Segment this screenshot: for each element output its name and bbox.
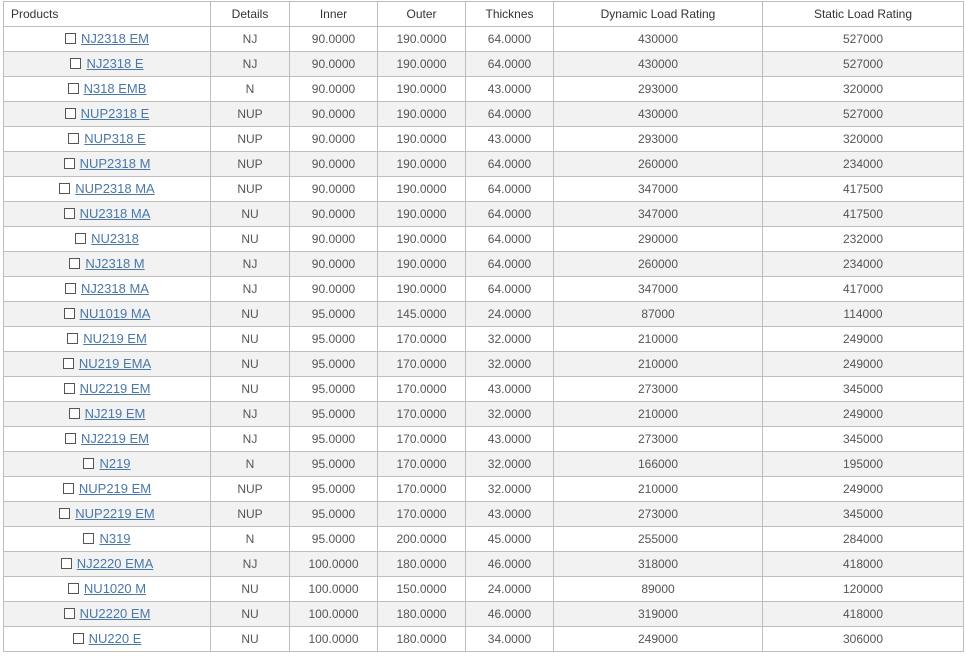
table-row [4,77,964,102]
cell-outer: 170.0000 [378,327,466,352]
cell-dynamic-load-rating: 293000 [554,77,763,102]
product-link[interactable]: N219 [99,456,131,471]
cell-product [4,602,211,627]
table-row [4,27,964,52]
table-header [4,2,964,27]
cell-dynamic-load-rating: 89000 [554,577,763,602]
cell-outer: 190.0000 [378,52,466,77]
cell-inner: 100.0000 [290,552,378,577]
cell-outer: 180.0000 [378,602,466,627]
table-row [4,577,964,602]
product-link[interactable]: NUP2318 MA [75,181,155,196]
cell-product [4,252,211,277]
product-link[interactable]: NJ2219 EM [81,431,149,446]
cell-outer: 170.0000 [378,402,466,427]
header-products[interactable]: Products [4,2,211,27]
cell-inner: 90.0000 [290,152,378,177]
cell-dynamic-load-rating: 273000 [554,502,763,527]
cell-details: NU [211,577,290,602]
cell-details: NU [211,202,290,227]
table-body [4,27,964,652]
row-select-checkbox[interactable] [64,308,75,319]
cell-inner: 90.0000 [290,127,378,152]
cell-dynamic-load-rating: 347000 [554,277,763,302]
cell-thickness: 32.0000 [466,352,554,377]
cell-outer: 200.0000 [378,527,466,552]
cell-dynamic-load-rating: 249000 [554,627,763,652]
table-row [4,452,964,477]
cell-inner: 90.0000 [290,27,378,52]
cell-product [4,127,211,152]
row-select-checkbox[interactable] [68,583,79,594]
product-link[interactable]: NJ2318 E [86,56,144,71]
cell-details: NJ [211,427,290,452]
cell-details: NUP [211,152,290,177]
cell-dynamic-load-rating: 210000 [554,352,763,377]
cell-outer: 170.0000 [378,477,466,502]
cell-dynamic-load-rating: 210000 [554,327,763,352]
cell-outer: 150.0000 [378,577,466,602]
product-link[interactable]: NU2220 EM [79,606,151,621]
cell-product [4,277,211,302]
cell-inner: 95.0000 [290,452,378,477]
cell-outer: 190.0000 [378,77,466,102]
table-row [4,602,964,627]
header-row [4,2,964,27]
cell-product [4,402,211,427]
cell-product [4,327,211,352]
table-row [4,552,964,577]
product-link[interactable]: NUP2318 M [79,156,151,171]
cell-dynamic-load-rating: 319000 [554,602,763,627]
row-select-checkbox[interactable] [65,283,76,294]
table-row [4,402,964,427]
cell-product [4,152,211,177]
header-dynamic-load-rating[interactable]: Dynamic Load Rating [554,2,763,27]
cell-inner: 90.0000 [290,277,378,302]
product-link[interactable]: NJ219 EM [84,406,146,421]
cell-inner: 95.0000 [290,402,378,427]
cell-outer: 170.0000 [378,452,466,477]
product-link[interactable]: NU220 E [88,631,142,646]
cell-inner: 90.0000 [290,177,378,202]
cell-product [4,452,211,477]
cell-inner: 100.0000 [290,627,378,652]
cell-details: NJ [211,277,290,302]
cell-static-load-rating: 195000 [763,452,964,477]
cell-static-load-rating: 234000 [763,152,964,177]
header-inner[interactable]: Inner [290,2,378,27]
product-link[interactable]: NU2318 [91,231,139,246]
product-link[interactable]: NUP219 EM [78,481,152,496]
cell-dynamic-load-rating: 273000 [554,377,763,402]
table-row [4,52,964,77]
cell-details: NUP [211,477,290,502]
cell-outer: 170.0000 [378,377,466,402]
row-select-checkbox[interactable] [59,183,70,194]
table-row [4,102,964,127]
cell-dynamic-load-rating: 430000 [554,27,763,52]
cell-dynamic-load-rating: 430000 [554,102,763,127]
cell-details: NJ [211,27,290,52]
table-row [4,502,964,527]
cell-outer: 170.0000 [378,427,466,452]
cell-outer: 190.0000 [378,102,466,127]
product-link[interactable]: NU1020 M [83,581,147,596]
table-row [4,127,964,152]
cell-product [4,527,211,552]
cell-thickness: 24.0000 [466,577,554,602]
row-select-checkbox[interactable] [69,258,80,269]
row-select-checkbox[interactable] [65,33,76,44]
product-link[interactable]: NJ2318 M [85,256,145,271]
row-select-checkbox[interactable] [83,458,94,469]
cell-thickness: 32.0000 [466,452,554,477]
product-link[interactable]: NJ2318 MA [81,281,149,296]
cell-thickness: 64.0000 [466,152,554,177]
cell-dynamic-load-rating: 210000 [554,477,763,502]
cell-product [4,552,211,577]
cell-details: NUP [211,177,290,202]
row-select-checkbox[interactable] [65,108,76,119]
header-thickness[interactable]: Thicknes [466,2,554,27]
cell-dynamic-load-rating: 290000 [554,227,763,252]
cell-product [4,352,211,377]
cell-dynamic-load-rating: 255000 [554,527,763,552]
cell-static-load-rating: 114000 [763,302,964,327]
product-link[interactable]: NUP2318 E [80,106,150,121]
cell-details: NJ [211,252,290,277]
cell-thickness: 32.0000 [466,402,554,427]
cell-product [4,102,211,127]
cell-static-load-rating: 527000 [763,52,964,77]
cell-thickness: 32.0000 [466,477,554,502]
cell-outer: 190.0000 [378,127,466,152]
cell-details: NU [211,602,290,627]
row-select-checkbox[interactable] [64,158,75,169]
cell-thickness: 64.0000 [466,227,554,252]
cell-outer: 170.0000 [378,502,466,527]
row-select-checkbox[interactable] [69,408,80,419]
table-row [4,427,964,452]
cell-static-load-rating: 418000 [763,552,964,577]
cell-details: NU [211,627,290,652]
cell-static-load-rating: 249000 [763,402,964,427]
cell-outer: 190.0000 [378,177,466,202]
cell-outer: 145.0000 [378,302,466,327]
product-link[interactable]: NUP318 E [84,131,146,146]
cell-inner: 90.0000 [290,202,378,227]
cell-dynamic-load-rating: 166000 [554,452,763,477]
cell-outer: 190.0000 [378,252,466,277]
product-link[interactable]: NU219 EM [83,331,147,346]
cell-dynamic-load-rating: 260000 [554,252,763,277]
cell-outer: 190.0000 [378,27,466,52]
cell-inner: 90.0000 [290,252,378,277]
cell-static-load-rating: 417500 [763,202,964,227]
row-select-checkbox[interactable] [63,358,74,369]
table-row [4,277,964,302]
cell-thickness: 43.0000 [466,127,554,152]
header-details[interactable]: Details [211,2,290,27]
cell-outer: 190.0000 [378,277,466,302]
row-select-checkbox[interactable] [63,483,74,494]
cell-outer: 180.0000 [378,552,466,577]
cell-inner: 95.0000 [290,327,378,352]
cell-dynamic-load-rating: 293000 [554,127,763,152]
cell-product [4,52,211,77]
table-row [4,227,964,252]
cell-static-load-rating: 527000 [763,102,964,127]
cell-static-load-rating: 249000 [763,327,964,352]
cell-details: NUP [211,127,290,152]
product-link[interactable]: N319 [99,531,131,546]
row-select-checkbox[interactable] [67,333,78,344]
cell-static-load-rating: 527000 [763,27,964,52]
cell-inner: 95.0000 [290,377,378,402]
table-row [4,627,964,652]
row-select-checkbox[interactable] [59,508,70,519]
cell-outer: 180.0000 [378,627,466,652]
cell-dynamic-load-rating: 318000 [554,552,763,577]
cell-thickness: 64.0000 [466,102,554,127]
table-row [4,527,964,552]
cell-details: N [211,77,290,102]
cell-outer: 170.0000 [378,352,466,377]
cell-details: N [211,527,290,552]
cell-static-load-rating: 417500 [763,177,964,202]
cell-details: NU [211,327,290,352]
cell-thickness: 64.0000 [466,27,554,52]
cell-dynamic-load-rating: 260000 [554,152,763,177]
cell-inner: 95.0000 [290,477,378,502]
cell-product [4,477,211,502]
cell-dynamic-load-rating: 430000 [554,52,763,77]
cell-details: NU [211,302,290,327]
table-row [4,152,964,177]
cell-thickness: 43.0000 [466,427,554,452]
cell-thickness: 43.0000 [466,377,554,402]
cell-static-load-rating: 320000 [763,77,964,102]
table-row [4,352,964,377]
cell-inner: 100.0000 [290,602,378,627]
cell-inner: 90.0000 [290,77,378,102]
cell-dynamic-load-rating: 210000 [554,402,763,427]
row-select-checkbox[interactable] [65,433,76,444]
cell-product [4,27,211,52]
product-link[interactable]: NJ2220 EMA [76,556,154,571]
product-link[interactable]: NU1019 MA [79,306,151,321]
cell-details: NUP [211,502,290,527]
cell-inner: 95.0000 [290,527,378,552]
product-link[interactable]: NU2219 EM [79,381,151,396]
cell-dynamic-load-rating: 347000 [554,202,763,227]
table-row [4,327,964,352]
cell-dynamic-load-rating: 347000 [554,177,763,202]
cell-static-load-rating: 234000 [763,252,964,277]
cell-dynamic-load-rating: 87000 [554,302,763,327]
cell-thickness: 46.0000 [466,602,554,627]
table-row [4,202,964,227]
cell-product [4,202,211,227]
product-link[interactable]: NU2318 MA [79,206,151,221]
product-link[interactable]: NJ2318 EM [81,31,149,46]
cell-product [4,427,211,452]
cell-inner: 90.0000 [290,227,378,252]
row-select-checkbox[interactable] [61,558,72,569]
cell-details: NJ [211,52,290,77]
row-select-checkbox[interactable] [64,208,75,219]
row-select-checkbox[interactable] [73,633,84,644]
cell-thickness: 24.0000 [466,302,554,327]
cell-static-load-rating: 345000 [763,502,964,527]
table-row [4,252,964,277]
cell-details: NU [211,377,290,402]
cell-thickness: 45.0000 [466,527,554,552]
cell-inner: 95.0000 [290,352,378,377]
cell-inner: 95.0000 [290,427,378,452]
cell-product [4,77,211,102]
product-link[interactable]: NU219 EMA [78,356,152,371]
cell-details: NU [211,352,290,377]
cell-thickness: 64.0000 [466,177,554,202]
row-select-checkbox[interactable] [83,533,94,544]
cell-thickness: 64.0000 [466,202,554,227]
product-link[interactable]: N318 EMB [83,81,147,96]
table-row [4,377,964,402]
cell-details: N [211,452,290,477]
cell-details: NJ [211,402,290,427]
cell-product [4,377,211,402]
cell-product [4,302,211,327]
row-select-checkbox[interactable] [70,58,81,69]
cell-static-load-rating: 284000 [763,527,964,552]
cell-inner: 90.0000 [290,52,378,77]
product-link[interactable]: NUP2219 EM [75,506,155,521]
cell-static-load-rating: 345000 [763,377,964,402]
cell-thickness: 32.0000 [466,327,554,352]
cell-outer: 190.0000 [378,152,466,177]
table-row [4,302,964,327]
cell-dynamic-load-rating: 273000 [554,427,763,452]
cell-details: NU [211,227,290,252]
cell-outer: 190.0000 [378,202,466,227]
cell-outer: 190.0000 [378,227,466,252]
cell-product [4,627,211,652]
table-row [4,177,964,202]
row-select-checkbox[interactable] [68,133,79,144]
cell-static-load-rating: 306000 [763,627,964,652]
header-static-load-rating[interactable]: Static Load Rating [763,2,964,27]
cell-static-load-rating: 320000 [763,127,964,152]
cell-thickness: 64.0000 [466,252,554,277]
cell-thickness: 64.0000 [466,52,554,77]
cell-inner: 95.0000 [290,302,378,327]
cell-inner: 100.0000 [290,577,378,602]
row-select-checkbox[interactable] [68,83,79,94]
table-row [4,477,964,502]
cell-thickness: 64.0000 [466,277,554,302]
cell-static-load-rating: 249000 [763,477,964,502]
cell-thickness: 43.0000 [466,502,554,527]
row-select-checkbox[interactable] [75,233,86,244]
cell-static-load-rating: 345000 [763,427,964,452]
cell-product [4,577,211,602]
cell-static-load-rating: 417000 [763,277,964,302]
cell-thickness: 34.0000 [466,627,554,652]
cell-product [4,502,211,527]
cell-inner: 90.0000 [290,102,378,127]
header-outer[interactable]: Outer [378,2,466,27]
cell-details: NUP [211,102,290,127]
row-select-checkbox[interactable] [64,608,75,619]
cell-static-load-rating: 120000 [763,577,964,602]
cell-product [4,227,211,252]
cell-static-load-rating: 232000 [763,227,964,252]
products-table [3,1,964,652]
cell-thickness: 43.0000 [466,77,554,102]
cell-details: NJ [211,552,290,577]
cell-static-load-rating: 418000 [763,602,964,627]
cell-static-load-rating: 249000 [763,352,964,377]
cell-thickness: 46.0000 [466,552,554,577]
cell-inner: 95.0000 [290,502,378,527]
row-select-checkbox[interactable] [64,383,75,394]
cell-product [4,177,211,202]
